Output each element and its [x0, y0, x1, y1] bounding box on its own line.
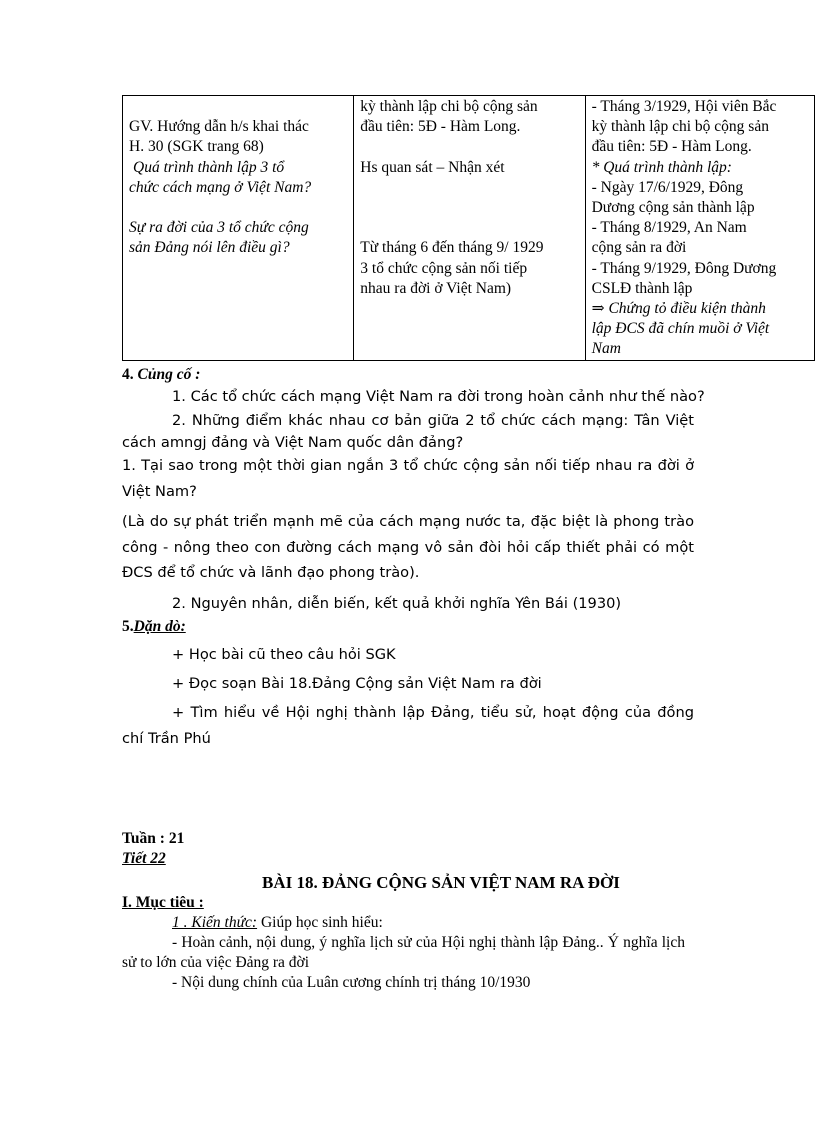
week-label: Tuần : 21 — [122, 830, 185, 847]
consolidation-section — [122, 386, 705, 454]
list-item: + Học bài cũ theo câu hỏi SGK — [172, 646, 396, 663]
question-text: Sự ra đời của 3 tổ chức cộng — [129, 219, 309, 237]
objectives-heading: I. Mục tiêu : — [122, 894, 204, 911]
question-text: chức cách mạng ở Việt Nam? — [129, 178, 312, 196]
teacher-activity-cell — [123, 96, 354, 361]
knowledge-intro: Giúp học sinh hiểu: — [257, 914, 383, 931]
answer-text: nhau ra đời ở Việt Nam) — [360, 279, 512, 297]
cell-text: đầu tiên: 5Đ - Hàm Long. — [360, 118, 521, 136]
consolidation-heading: 4. Củng cố : — [122, 366, 201, 383]
student-activity-cell — [354, 96, 585, 361]
lesson-table — [122, 95, 815, 361]
question-text: 1. Các tổ chức cách mạng Việt Nam ra đời trong hoàn cảnh như thế nào? — [172, 388, 705, 405]
cell-text: kỳ thành lập chi bộ cộng sản — [591, 118, 769, 136]
observe-text: Hs quan sát – Nhận xét — [360, 158, 505, 176]
cell-text: cộng sản ra đời — [591, 239, 687, 257]
conclusion-text: ⇒ Chứng tỏ điều kiện thành — [591, 300, 766, 318]
question-text: 1. Tại sao trong một thời gian ngắn 3 tổ chức cộng sản nối tiếp nhau ra đời ở Việt Nam? — [122, 457, 694, 500]
cell-text: kỳ thành lập chi bộ cộng sản — [360, 98, 538, 115]
table-row — [123, 96, 815, 361]
discussion-section — [122, 453, 694, 617]
lesson-title: BÀI 18. ĐẢNG CỘNG SẢN VIỆT NAM RA ĐỜI — [262, 873, 620, 892]
answer-text: (Là do sự phát triển mạnh mẽ của cách mạng nước ta, đặc biệt là phong trào công - nông theo con đường cách mạng vô sản đòi hỏi cấp thiết phải có một ĐCS để tổ chức và lãnh đạo phong trào). — [122, 513, 694, 581]
guide-text: H. 30 (SGK trang 68) — [129, 138, 264, 156]
cell-text: CSLĐ thành lập — [591, 279, 693, 297]
cell-text: - Tháng 3/1929, Hội viên Bắc — [591, 98, 777, 115]
list-item: + Đọc soạn Bài 18.Đảng Cộng sản Việt Nam ra đời — [172, 675, 542, 692]
objective-point: - Nội dung chính của Luân cương chính trị tháng 10/1930 — [172, 974, 531, 991]
cell-text: đầu tiên: 5Đ - Hàm Long. — [591, 138, 752, 156]
objective-point: - Hoàn cảnh, nội dung, ý nghĩa lịch sử của Hội nghị thành lập Đảng.. Ý nghĩa lịch sử to lớn của việc Đảng ra đời — [122, 934, 685, 971]
list-item: + Tìm hiểu về Hội nghị thành lập Đảng, tiểu sử, hoạt động của đồng chí Trần Phú — [122, 704, 694, 747]
cell-text: - Tháng 8/1929, An Nam — [591, 219, 747, 237]
process-heading: * Quá trình thành lập: — [591, 158, 732, 176]
homework-section — [122, 640, 694, 752]
question-text: 2. Những điểm khác nhau cơ bản giữa 2 tổ chức cách mạng: Tân Việt cách amngj đảng và Việt Nam quốc dân đảng? — [122, 412, 694, 451]
conclusion-text: Nam — [591, 340, 621, 358]
objectives-section — [122, 913, 685, 993]
cell-text: Dương cộng sản thành lập — [591, 199, 755, 217]
question-text: Quá trình thành lập 3 tổ — [133, 158, 285, 176]
homework-heading: 5.Dặn dò: — [122, 618, 186, 635]
question-text: 2. Nguyên nhân, diễn biến, kết quả khởi nghĩa Yên Bái (1930) — [172, 594, 622, 612]
cell-text: - Ngày 17/6/1929, Đông — [591, 178, 744, 196]
answer-text: Từ tháng 6 đến tháng 9/ 1929 — [360, 239, 544, 257]
period-label: Tiết 22 — [122, 850, 166, 867]
cell-text: - Tháng 9/1929, Đông Dương — [591, 259, 777, 277]
content-cell — [585, 96, 814, 361]
question-text: sản Đảng nói lên điều gì? — [129, 239, 290, 257]
guide-text: GV. Hướng dẫn h/s khai thác — [129, 118, 309, 136]
knowledge-label: 1 . Kiến thức: — [172, 914, 258, 931]
conclusion-text: lập ĐCS đã chín muồi ở Việt — [591, 320, 770, 338]
knowledge-line — [122, 913, 685, 933]
answer-text: 3 tổ chức cộng sản nối tiếp — [360, 259, 528, 277]
